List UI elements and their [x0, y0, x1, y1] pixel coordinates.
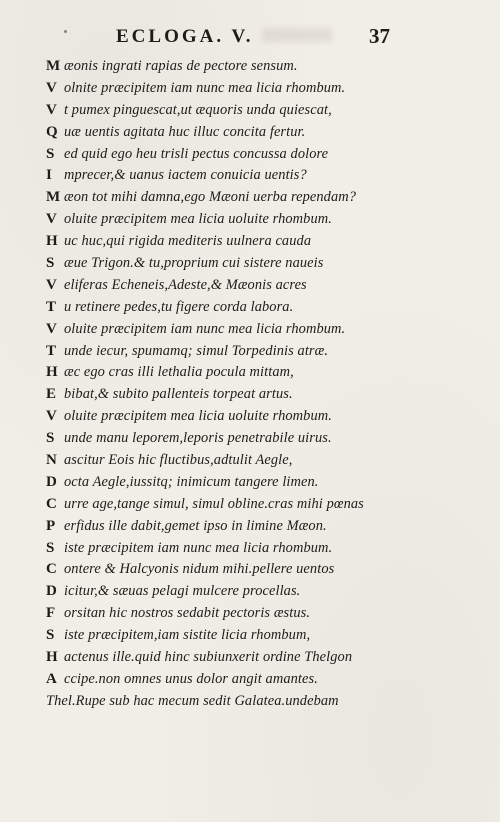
header-title: ECLOGA. V. [116, 26, 254, 47]
verse-initial: E [46, 386, 57, 403]
verse-initial: S [46, 430, 55, 447]
verse-line [46, 187, 466, 209]
verse-initial: T [46, 342, 57, 359]
verse-text: ccipe.non omnes unus dolor angit amantes. [64, 670, 318, 687]
verse-line [46, 297, 466, 319]
verse-text: actenus ille.quid hinc subiunxerit ordine Thelgon [64, 649, 353, 666]
ink-speck [64, 30, 67, 33]
verse-initial: V [46, 101, 57, 118]
verse-initial: N [46, 452, 57, 469]
verse-line [46, 122, 466, 144]
verse-initial: D [46, 583, 57, 600]
verse-text: æue Trigon.& tu,proprium cui sistere naueis [64, 255, 324, 272]
verse-initial: V [46, 276, 57, 293]
verse-text: Thel.Rupe sub hac mecum sedit Galatea.undebam [46, 692, 339, 709]
verse-text: iste præcipitem iam nunc mea licia rhombum. [64, 539, 333, 556]
verse-initial: H [46, 649, 58, 666]
verse-initial: Q [46, 123, 58, 140]
verse-line [46, 581, 466, 603]
verse-text: eliferas Echeneis,Adeste,& Mæonis acres [64, 276, 307, 293]
verse-text: u retinere pedes,tu figere corda labora. [64, 298, 294, 315]
verse-line [46, 253, 466, 275]
verse-line [46, 559, 466, 581]
verse-line [46, 406, 466, 428]
verse-line [46, 319, 466, 341]
verse-text: olnite præcipitem iam nunc mea licia rhombum. [64, 79, 346, 96]
verse-line [46, 647, 466, 669]
verse-line [46, 516, 466, 538]
verse-initial: M [46, 58, 61, 74]
verse-initial: V [46, 211, 57, 228]
verse-text: uc huc,qui rigida mediteris uulnera cauda [64, 233, 312, 250]
verse-text: unde iecur, spumamq; simul Torpedinis atræ. [64, 342, 329, 359]
verse-initial: S [46, 145, 55, 162]
verse-text: octa Aegle,iussitq; inimicum tangere limen. [64, 473, 319, 490]
verse-text: æon tot mihi damna,ego Mæoni uerba rependam? [64, 189, 357, 206]
verse-initial: V [46, 320, 57, 337]
verse-line [46, 275, 466, 297]
verse-line [46, 362, 466, 384]
verse-text: erfidus ille dabit,gemet ipso in limine Mæon. [64, 517, 327, 534]
verse-initial: C [46, 495, 57, 512]
verse-line [46, 78, 466, 100]
verse-initial: D [46, 473, 57, 490]
page-number: 37 [369, 24, 390, 48]
verse-text: bibat,& subito pallenteis torpeat artus. [64, 386, 293, 403]
verse-line [46, 472, 466, 494]
verse-line [46, 384, 466, 406]
verse-text: oluite præcipitem mea licia uoluite rhombum. [64, 211, 332, 228]
speaker-line [46, 691, 466, 713]
verse-line [46, 538, 466, 560]
verse-text: urre age,tange simul, simul obline.cras mihi pœnas [64, 495, 364, 512]
verse-lines [46, 56, 466, 713]
verse-line [46, 450, 466, 472]
verse-line [46, 209, 466, 231]
verse-text: t pumex pinguescat,ut æquoris unda quiescat, [64, 101, 332, 118]
verse-initial: H [46, 233, 58, 250]
verse-initial: I [46, 167, 52, 184]
verse-text: orsitan hic nostros sedabit pectoris æstus. [64, 605, 311, 622]
verse-line [46, 341, 466, 363]
verse-text: oluite præcipitem iam nunc mea licia rhombum. [64, 320, 346, 337]
verse-text: mprecer,& uanus iactem conuicia uentis? [64, 167, 307, 184]
verse-initial: F [46, 605, 56, 622]
verse-initial: V [46, 79, 57, 96]
running-header [116, 26, 406, 50]
verse-text: ascitur Eois hic fluctibus,adtulit Aegle, [64, 452, 293, 469]
verse-line [46, 100, 466, 122]
verse-line [46, 669, 466, 691]
verse-initial: T [46, 298, 57, 315]
verse-line [46, 144, 466, 166]
verse-text: æonis ingrati rapias de pectore sensum. [64, 58, 298, 74]
verse-initial: C [46, 561, 57, 578]
verse-line [46, 56, 466, 78]
verse-initial: H [46, 364, 58, 381]
verse-text: ed quid ego heu trisli pectus concussa dolore [64, 145, 329, 162]
verse-initial: A [46, 670, 57, 687]
verse-initial: S [46, 627, 55, 644]
verse-initial: S [46, 539, 55, 556]
verse-line [46, 494, 466, 516]
verse-text: iste præcipitem,iam sistite licia rhombum, [64, 627, 311, 644]
verse-text: oluite præcipitem mea licia uoluite rhombum. [64, 408, 332, 425]
verse-initial: S [46, 255, 55, 272]
verse-text: uæ uentis agitata huc illuc concita fertur. [64, 123, 306, 140]
verse-line [46, 165, 466, 187]
verse-initial: V [46, 408, 57, 425]
verse-line [46, 428, 466, 450]
verse-text: ontere & Halcyonis nidum mihi.pellere uentos [64, 561, 335, 578]
verse-line [46, 603, 466, 625]
verse-text: æc ego cras illi lethalia pocula mittam, [64, 364, 294, 381]
verse-initial: P [46, 517, 56, 534]
verse-text: icitur,& sæuas pelagi mulcere procellas. [64, 583, 301, 600]
verse-initial: M [46, 189, 61, 206]
verse-line [46, 231, 466, 253]
verse-text: unde manu leporem,leporis penetrabile uirus. [64, 430, 332, 447]
verse-line [46, 625, 466, 647]
